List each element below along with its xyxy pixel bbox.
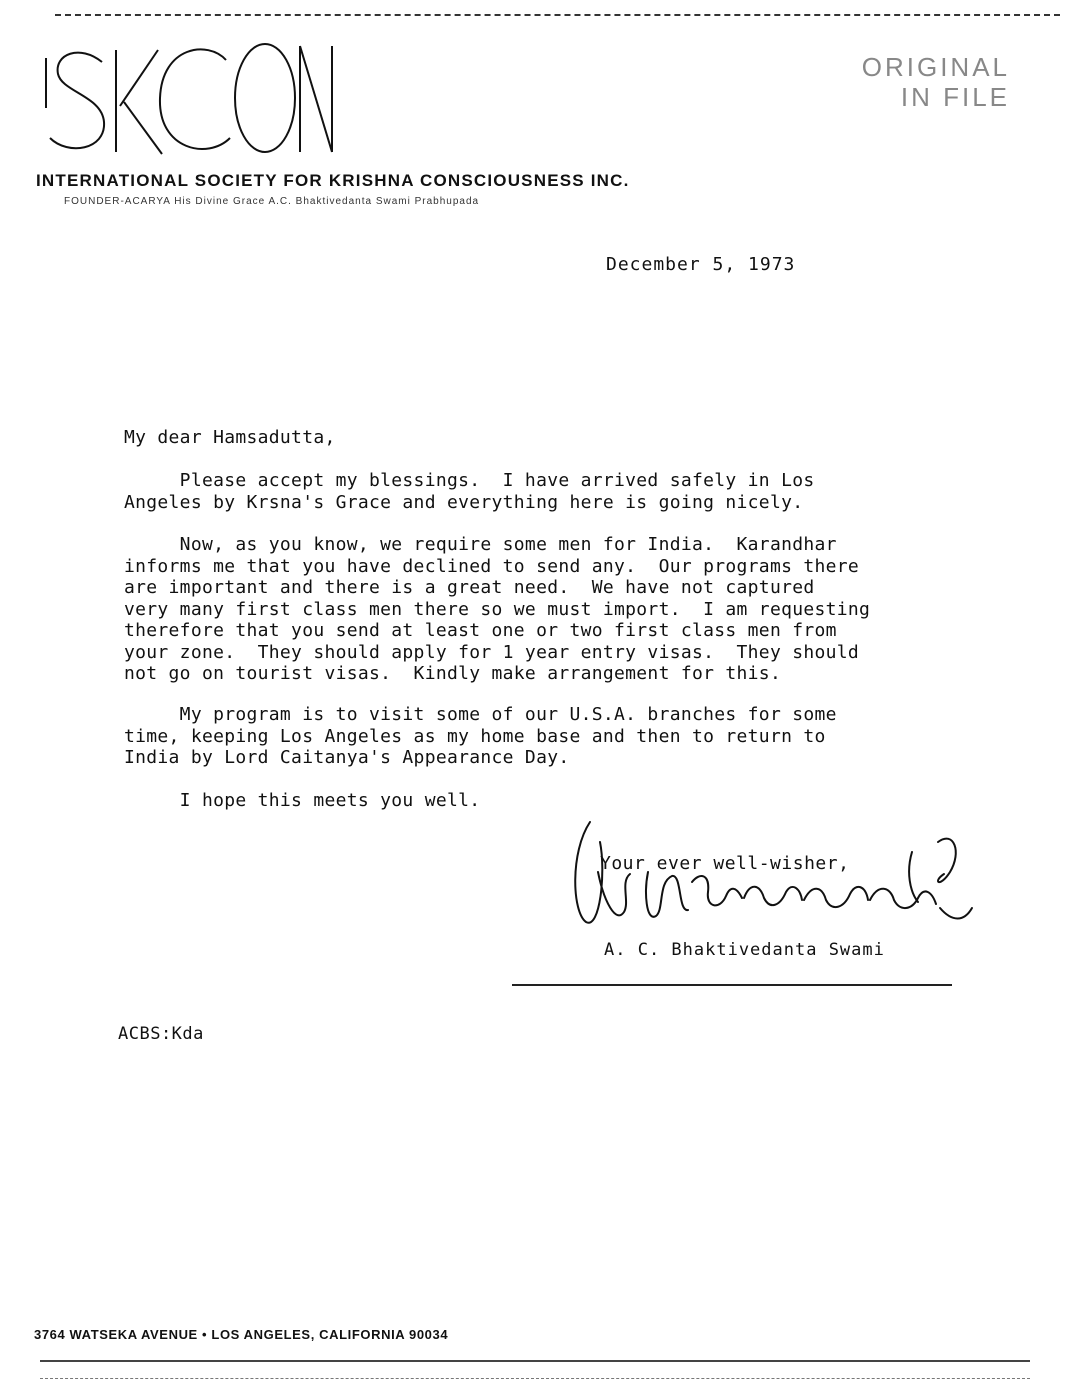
letter-date: December 5, 1973 (606, 254, 796, 275)
salutation: My dear Hamsadutta, (124, 427, 336, 448)
stamp-line-1: ORIGINAL (861, 52, 1010, 82)
top-scan-line (55, 14, 1060, 16)
paragraph-2: Now, as you know, we require some men for India. Karandhar informs me that you have declined to send any. Our programs there are important and there is a great need. We have not captured very many first class men there so we must import. I am requesting therefore that you send at least one or two first class men from your zone. They should apply for 1 year entry visas. They should not go on tourist visas. Kindly make arrangement for this. (124, 534, 871, 684)
footer-rule-1 (40, 1360, 1030, 1362)
iskcon-logo (40, 40, 340, 160)
signer-name: A. C. Bhaktivedanta Swami (604, 940, 885, 960)
organization-name: INTERNATIONAL SOCIETY FOR KRISHNA CONSCIOUSNESS INC. (36, 171, 630, 190)
founder-line: FOUNDER-ACARYA His Divine Grace A.C. Bhaktivedanta Swami Prabhupada (64, 196, 480, 207)
paragraph-3: My program is to visit some of our U.S.A. branches for some time, keeping Los Angeles as my home base and then to return to India by Lord Caitanya's Appearance Day. (124, 704, 837, 768)
closing-line: Your ever well-wisher, (600, 853, 850, 874)
footer-rule-2 (40, 1378, 1030, 1379)
stamp-line-2: IN FILE (900, 82, 1010, 112)
original-in-file-stamp (860, 52, 1010, 112)
signature-underline (512, 984, 952, 986)
paragraph-1: Please accept my blessings. I have arrived safely in Los Angeles by Krsna's Grace and everything here is going nicely. (124, 470, 815, 513)
paragraph-4: I hope this meets you well. (124, 790, 481, 811)
footer-address: 3764 WATSEKA AVENUE • LOS ANGELES, CALIFORNIA 90034 (34, 1327, 449, 1342)
reference-initials: ACBS:Kda (118, 1024, 204, 1044)
